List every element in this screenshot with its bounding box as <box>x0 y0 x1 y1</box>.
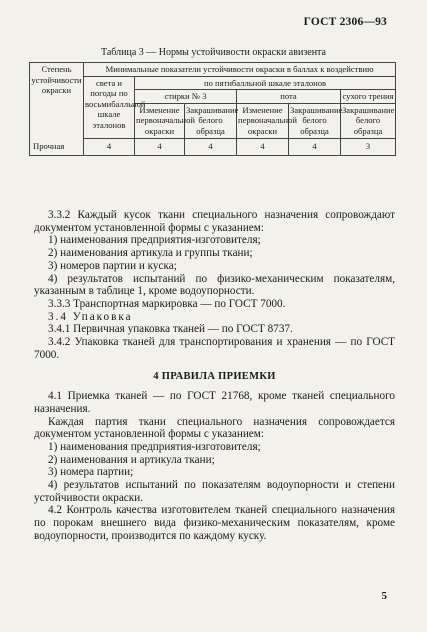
document-body <box>34 209 395 543</box>
header-washing: стирки № 3 <box>135 90 237 104</box>
header-dry-rubbing: сухого трения <box>341 90 396 104</box>
paragraph-3-4-2: 3.4.2 Упаковка тканей для транспортирования и хранения — по ГОСТ 7000. <box>34 336 395 361</box>
cell-dry-stain: 3 <box>341 138 396 155</box>
section-heading: 4 ПРАВИЛА ПРИЕМКИ <box>153 371 276 383</box>
list-item: 3) номера партии; <box>48 466 134 479</box>
table-caption: Таблица 3 — Нормы устойчивости окраски авизента <box>101 47 326 58</box>
list-item: 2) наименования артикула и группы ткани; <box>48 247 253 260</box>
header-wash-change: Изменение первоначальной окраски <box>135 103 185 138</box>
cell-sweat-stain: 4 <box>289 138 341 155</box>
header-light-weather: света и погоды по восьмибалльной шкале эталонов <box>84 76 135 138</box>
list-item: 2) наименования и артикула ткани; <box>48 453 215 466</box>
cell-sweat-change: 4 <box>237 138 289 155</box>
row-label: Прочная <box>30 138 84 155</box>
paragraph-4-2: 4.2 Контроль качества изготовителем тканей специального назначения по порокам внешнего вида физико-механическим показателям, кроме водоупорности, производится по каждому куску. <box>34 504 395 542</box>
list-item: 1) наименования предприятия-изготовителя; <box>48 440 261 453</box>
header-sweat-stain: Закрашивание белого образца <box>289 103 341 138</box>
list-item: 1) наименования предприятия-изготовителя; <box>48 234 261 247</box>
cell-wash-stain: 4 <box>185 138 237 155</box>
header-sweat-change: Изменение первоначальной окраски <box>237 103 289 138</box>
paragraph-4-1: 4.1 Приемка тканей — по ГОСТ 21768, кроме тканей специального назначения. <box>34 390 395 415</box>
table-row <box>30 138 396 155</box>
header-sweat: пота <box>237 90 341 104</box>
colorfastness-table <box>29 62 396 156</box>
paragraph-3-4-1: 3.4.1 Первичная упаковка тканей — по ГОСТ 8737. <box>48 323 293 336</box>
cell-wash-change: 4 <box>135 138 185 155</box>
page-number: 5 <box>381 590 387 602</box>
header-five-point-scale: по пятибалльной шкале эталонов <box>135 76 396 90</box>
header-wash-stain: Закрашивание белого образца <box>185 103 237 138</box>
list-item: 4) результатов испытаний по показателям водоупорности и степени устойчивости окраски. <box>34 479 395 504</box>
list-item: 3) номеров партии и куска; <box>48 259 177 272</box>
paragraph-batch: Каждая партия ткани специального назначения сопровождается документом установленной формы с указанием: <box>34 415 395 441</box>
document-code: ГОСТ 2306—93 <box>303 16 387 28</box>
list-item: 4) результатов испытаний по физико-механическим показателям, указанным в таблице 1, кроме водоупорности. <box>34 272 395 298</box>
cell-light: 4 <box>84 138 135 155</box>
paragraph-3-3-2: 3.3.2 Каждый кусок ткани специального назначения сопровождают документом установленной формы с указанием: <box>34 209 395 234</box>
paragraph-3-4: 3.4 Упаковка <box>48 310 133 323</box>
paragraph-3-3-3: 3.3.3 Транспортная маркировка — по ГОСТ 7000. <box>48 297 286 310</box>
header-min-values: Минимальные показатели устойчивости окраски в баллах к воздействию <box>84 63 396 77</box>
header-degree: Степень устойчивости окраски <box>30 63 84 139</box>
header-dry-stain: Закрашивание белого образца <box>341 103 396 138</box>
